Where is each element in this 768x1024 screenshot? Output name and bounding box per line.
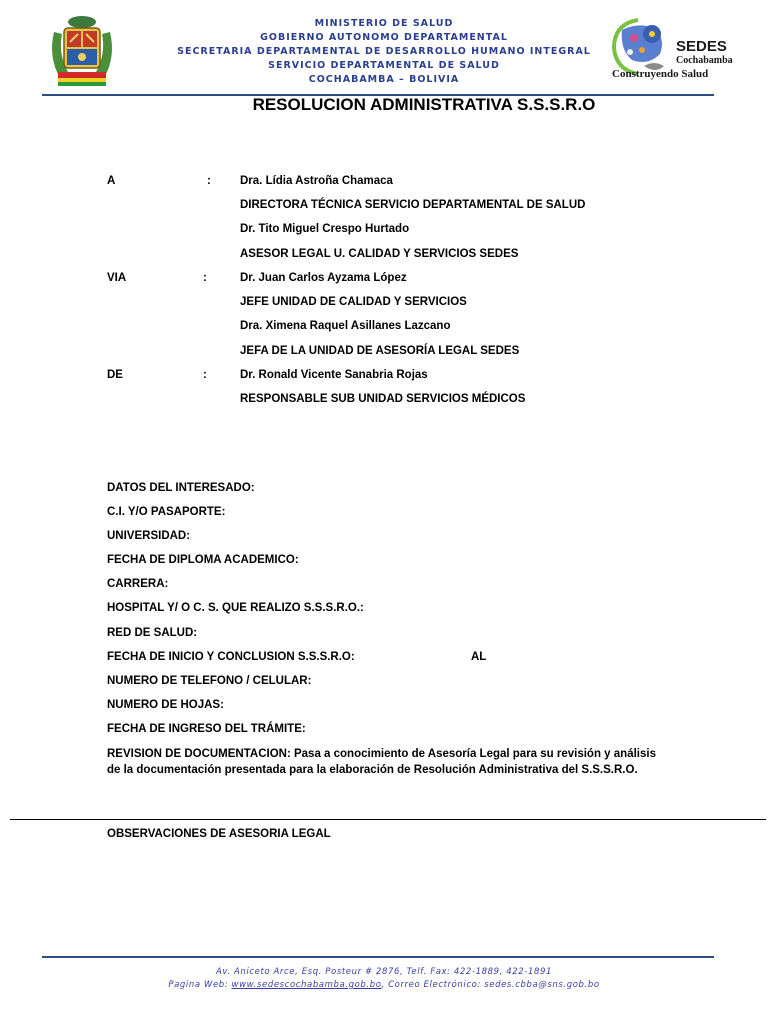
revision-paragraph: REVISION DE DOCUMENTACION: Pasa a conocimiento de Asesoría Legal para su revisión y análisis de la documentación presentada para la elaboración de Resolución Administrativa del S.S.S.R.O. bbox=[107, 748, 656, 776]
colon-a: : bbox=[207, 175, 211, 187]
header-line-servicio: SERVICIO DEPARTAMENTAL DE SALUD bbox=[268, 60, 500, 71]
footer-address: Av. Aniceto Arce, Esq. Posteur # 2876, Telf. Fax: 422-1889, 422-1891 bbox=[216, 967, 552, 977]
header-line-gobierno: GOBIERNO AUTONOMO DEPARTAMENTAL bbox=[260, 32, 508, 43]
sedes-logo-slogan: Construyendo Salud bbox=[612, 68, 709, 80]
footer-web-label: Pagina Web: bbox=[168, 980, 229, 990]
routing-line: DIRECTORA TÉCNICA SERVICIO DEPARTAMENTAL DE SALUD bbox=[240, 199, 586, 211]
colon-via: : bbox=[203, 272, 207, 284]
field-carrera: CARRERA: bbox=[107, 578, 169, 590]
routing-line: Dr. Tito Miguel Crespo Hurtado bbox=[240, 223, 410, 235]
page-title: RESOLUCION ADMINISTRATIVA S.S.S.R.O bbox=[252, 95, 596, 114]
colon-de: : bbox=[203, 369, 207, 381]
field-universidad: UNIVERSIDAD: bbox=[107, 530, 191, 542]
field-datos-interesado: DATOS DEL INTERESADO: bbox=[107, 482, 255, 494]
routing-line: Dra. Lídia Astroña Chamaca bbox=[240, 175, 393, 187]
field-ci-pasaporte: C.I. Y/O PASAPORTE: bbox=[107, 506, 226, 518]
routing-line: JEFA DE LA UNIDAD DE ASESORÍA LEGAL SEDES bbox=[240, 345, 520, 357]
section-divider bbox=[10, 819, 766, 820]
routing-line: ASESOR LEGAL U. CALIDAD Y SERVICIOS SEDES bbox=[240, 248, 519, 260]
observaciones-heading: OBSERVACIONES DE ASESORIA LEGAL bbox=[107, 828, 331, 840]
footer-web-line bbox=[0, 980, 768, 990]
sedes-logo-city: Cochabamba bbox=[676, 55, 733, 66]
field-al-label: AL bbox=[471, 651, 487, 663]
field-telefono: NUMERO DE TELEFONO / CELULAR: bbox=[107, 675, 312, 687]
header-line-secretaria: SECRETARIA DEPARTAMENTAL DE DESARROLLO HUMANO INTEGRAL bbox=[177, 46, 591, 57]
routing-line: JEFE UNIDAD DE CALIDAD Y SERVICIOS bbox=[240, 296, 467, 308]
sedes-logo bbox=[608, 16, 733, 86]
routing-line: Dr. Juan Carlos Ayzama López bbox=[240, 272, 407, 284]
routing-line: Dra. Ximena Raquel Asillanes Lazcano bbox=[240, 320, 451, 332]
label-via: VIA bbox=[107, 272, 127, 284]
field-red-salud: RED DE SALUD: bbox=[107, 627, 198, 639]
label-a: A bbox=[107, 175, 116, 187]
routing-line: Dr. Ronald Vicente Sanabria Rojas bbox=[240, 369, 428, 381]
label-de: DE bbox=[107, 369, 123, 381]
footer-email: , Correo Electrónico: sedes.cbba@sns.gob.bo bbox=[381, 980, 600, 990]
header-line-cochabamba: COCHABAMBA – BOLIVIA bbox=[308, 74, 460, 85]
header-line-ministerio: MINISTERIO DE SALUD bbox=[314, 18, 454, 29]
field-fecha-diploma: FECHA DE DIPLOMA ACADEMICO: bbox=[107, 554, 299, 566]
field-fecha-inicio-conclusion: FECHA DE INICIO Y CONCLUSION S.S.S.R.O: bbox=[107, 651, 355, 663]
field-fecha-ingreso: FECHA DE INGRESO DEL TRÁMITE: bbox=[107, 723, 306, 735]
field-numero-hojas: NUMERO DE HOJAS: bbox=[107, 699, 224, 711]
sedes-logo-name: SEDES bbox=[676, 38, 727, 55]
footer-rule bbox=[42, 956, 714, 958]
routing-line: RESPONSABLE SUB UNIDAD SERVICIOS MÉDICOS bbox=[240, 393, 526, 405]
field-hospital: HOSPITAL Y/ O C. S. QUE REALIZO S.S.S.R.O.: bbox=[107, 602, 364, 614]
footer-web-link[interactable]: www.sedescochabamba.gob.bo bbox=[231, 980, 382, 990]
